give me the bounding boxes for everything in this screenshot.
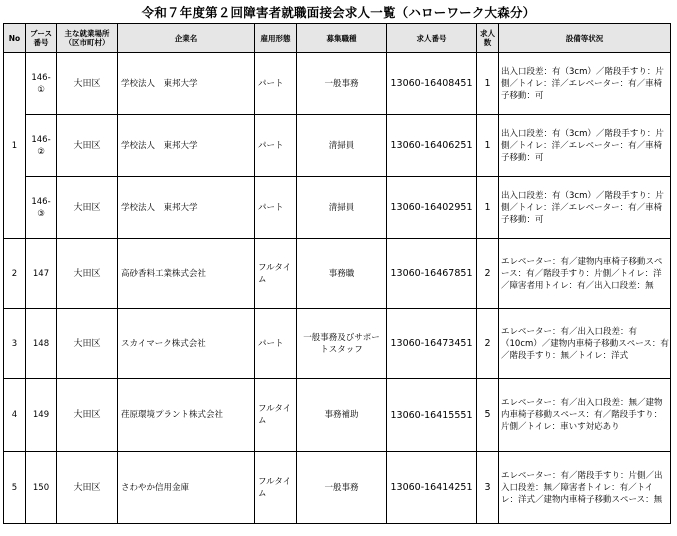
- row-company: スカイマーク株式会社: [118, 309, 255, 379]
- row-booth: 150: [26, 452, 57, 524]
- row-no: 3: [4, 309, 26, 379]
- table-row: [4, 452, 671, 524]
- row-company: 学校法人 東邦大学: [118, 177, 255, 239]
- row-area: 大田区: [57, 379, 118, 452]
- table-row: [4, 177, 671, 239]
- row-booth: 146-①: [26, 53, 57, 115]
- row-employment: フルタイム: [255, 239, 297, 309]
- row-job-number: 13060-16467851: [387, 239, 477, 309]
- row-area: 大田区: [57, 309, 118, 379]
- row-employment: パート: [255, 177, 297, 239]
- row-count: 3: [477, 452, 499, 524]
- row-job: 一般事務: [297, 452, 387, 524]
- row-area: 大田区: [57, 452, 118, 524]
- row-count: 2: [477, 309, 499, 379]
- page-title: 令和７年度第２回障害者就職面接会求人一覧（ハローワーク大森分）: [141, 5, 536, 20]
- row-area: 大田区: [57, 53, 118, 115]
- row-facilities: エレベーター：有／出入口段差：無／建物内車椅子移動スペース：有／階段手すり：片側／トイレ：車いす対応あり: [499, 379, 671, 452]
- row-area: 大田区: [57, 177, 118, 239]
- row-count: 2: [477, 239, 499, 309]
- row-job-number: 13060-16402951: [387, 177, 477, 239]
- row-employment: パート: [255, 115, 297, 177]
- row-facilities: 出入口段差：有（3cm）／階段手すり：片側／トイレ：洋／エレベーター：有／車椅子移動：可: [499, 177, 671, 239]
- row-employment: フルタイム: [255, 452, 297, 524]
- job-listing-table: [3, 23, 671, 524]
- row-booth: 146-②: [26, 115, 57, 177]
- row-company: 高砂香料工業株式会社: [118, 239, 255, 309]
- header-job: 募集職種: [297, 24, 387, 53]
- header-job-number: 求人番号: [387, 24, 477, 53]
- row-facilities: エレベーター：有／階段手すり：片側／出入口段差：無／障害者トイレ：有／トイレ：洋式／建物内車椅子移動スペース：無: [499, 452, 671, 524]
- row-employment: パート: [255, 309, 297, 379]
- header-company: 企業名: [118, 24, 255, 53]
- header-employment: 雇用形態: [255, 24, 297, 53]
- row-job: 一般事務: [297, 53, 387, 115]
- row-job: 事務補助: [297, 379, 387, 452]
- row-booth: 148: [26, 309, 57, 379]
- table-row: [4, 379, 671, 452]
- row-job-number: 13060-16415551: [387, 379, 477, 452]
- row-job-number: 13060-16406251: [387, 115, 477, 177]
- table-row: [4, 53, 671, 115]
- header-row: [4, 24, 671, 53]
- row-count: 1: [477, 177, 499, 239]
- header-facilities: 設備等状況: [499, 24, 671, 53]
- row-count: 1: [477, 115, 499, 177]
- header-booth: ブース番号: [26, 24, 57, 53]
- row-area: 大田区: [57, 239, 118, 309]
- table-row: [4, 239, 671, 309]
- row-job-number: 13060-16414251: [387, 452, 477, 524]
- row-job-number: 13060-16408451: [387, 53, 477, 115]
- table-row: [4, 115, 671, 177]
- table-row: [4, 309, 671, 379]
- row-area: 大田区: [57, 115, 118, 177]
- row-no: 1: [4, 53, 26, 239]
- row-company: 学校法人 東邦大学: [118, 53, 255, 115]
- row-facilities: 出入口段差：有（3cm）／階段手すり：片側／トイレ：洋／エレベーター：有／車椅子移動：可: [499, 115, 671, 177]
- row-booth: 146-③: [26, 177, 57, 239]
- row-facilities: エレベーター：有／出入口段差：有（10cm）／建物内車椅子移動スペース：有／階段手すり：無／トイレ：洋式: [499, 309, 671, 379]
- row-company: 学校法人 東邦大学: [118, 115, 255, 177]
- row-booth: 147: [26, 239, 57, 309]
- row-facilities: エレベーター：有／建物内車椅子移動スペース：有／階段手すり：片側／トイレ：洋／障害者用トイレ：有／出入口段差：無: [499, 239, 671, 309]
- header-no: No: [4, 24, 26, 53]
- header-count: 求人数: [477, 24, 499, 53]
- row-booth: 149: [26, 379, 57, 452]
- row-employment: パート: [255, 53, 297, 115]
- row-no: 2: [4, 239, 26, 309]
- row-no: 4: [4, 379, 26, 452]
- row-facilities: 出入口段差：有（3cm）／階段手すり：片側／トイレ：洋／エレベーター：有／車椅子移動：可: [499, 53, 671, 115]
- row-count: 1: [477, 53, 499, 115]
- row-company: さわやか信用金庫: [118, 452, 255, 524]
- row-count: 5: [477, 379, 499, 452]
- header-area: 主な就業場所（区市町村）: [57, 24, 118, 53]
- row-company: 荏原環境プラント株式会社: [118, 379, 255, 452]
- row-job: 事務職: [297, 239, 387, 309]
- row-no: 5: [4, 452, 26, 524]
- row-job: 一般事務及びサポートスタッフ: [297, 309, 387, 379]
- row-job: 清掃員: [297, 115, 387, 177]
- row-employment: フルタイム: [255, 379, 297, 452]
- row-job-number: 13060-16473451: [387, 309, 477, 379]
- row-job: 清掃員: [297, 177, 387, 239]
